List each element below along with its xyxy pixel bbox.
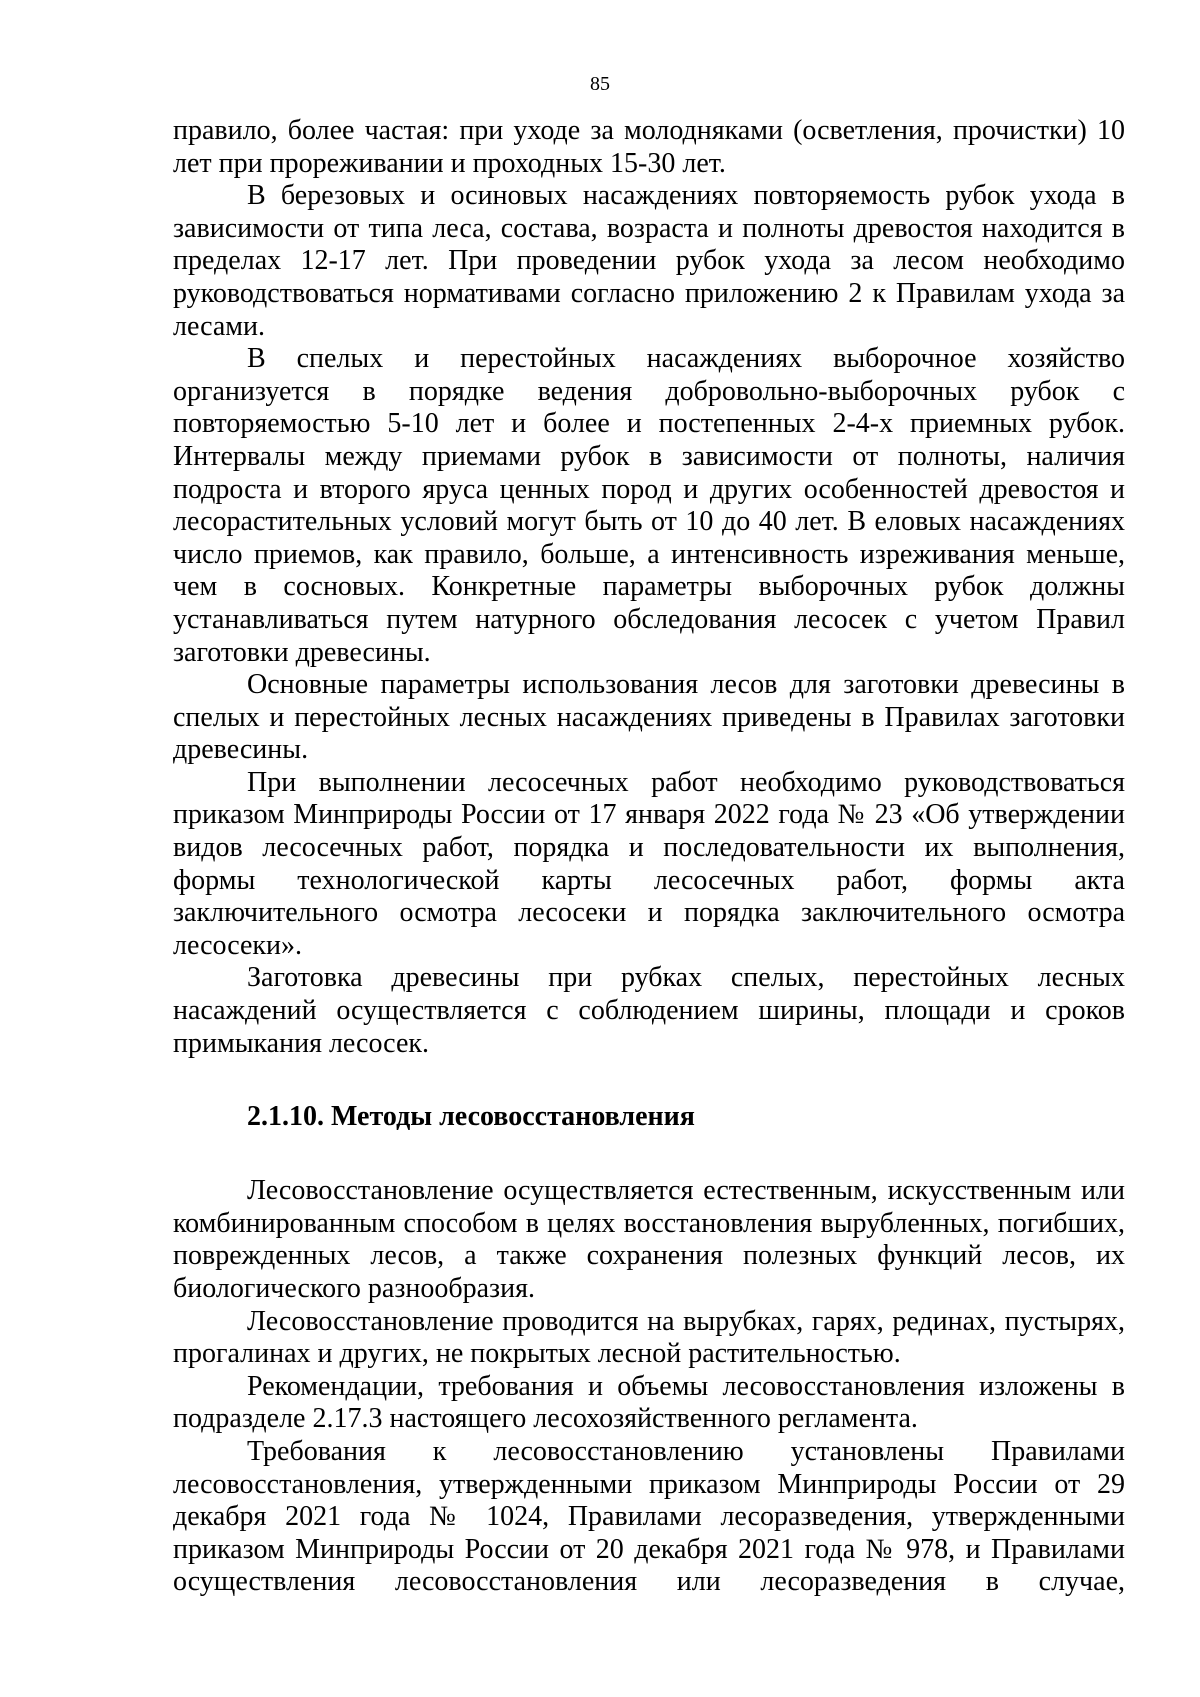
page-content — [173, 115, 1125, 1599]
paragraph: При выполнении лесосечных работ необходимо руководствоваться приказом Минприроды России от 17 января 2022 года № 23 «Об утверждении видов лесосечных работ, порядка и последовательности их выполнения, формы технологической карты лесосечных работ, формы акта заключительного осмотра лесосеки и порядка заключительного осмотра лесосеки». — [173, 766, 1125, 961]
paragraph: Лесовосстановление осуществляется естественным, искусственным или комбинированным способом в целях восстановления вырубленных, погибших, поврежденных лесов, а также сохранения полезных функций лесов, их биологического разнообразия. — [173, 1175, 1125, 1304]
paragraph: Основные параметры использования лесов для заготовки древесины в спелых и перестойных лесных насаждениях приведены в Правилах заготовки древесины. — [173, 669, 1125, 766]
paragraph: Заготовка древесины при рубках спелых, перестойных лесных насаждений осуществляется с соблюдением ширины, площади и сроков примыкания лесосек. — [173, 962, 1125, 1059]
paragraph: Рекомендации, требования и объемы лесовосстановления изложены в подразделе 2.17.3 настоящего лесохозяйственного регламента. — [173, 1370, 1125, 1435]
paragraph: В спелых и перестойных насаждениях выборочное хозяйство организуется в порядке ведения добровольно-выборочных рубок с повторяемостью 5-10 лет и более и постепенных 2-4-х приемных рубок. Интервалы между приемами рубок в зависимости от полноты, наличия подроста и второго яруса ценных пород и других особенностей древостоя и лесорастительных условий могут быть от 10 до 40 лет. В еловых насаждениях число приемов, как правило, больше, а интенсивность изреживания меньше, чем в сосновых. Конкретные параметры выборочных рубок должны устанавливаться путем натурного обследования лесосек с учетом Правил заготовки древесины. — [173, 343, 1125, 668]
section-heading: 2.1.10. Методы лесовосстановления — [247, 1101, 695, 1133]
paragraph: правило, более частая: при уходе за молодняками (осветления, прочистки) 10 лет при прореживании и проходных 15-30 лет. — [173, 115, 1125, 179]
page-number: 85 — [590, 73, 610, 95]
paragraph: Требования к лесовосстановлению установлены Правилами лесовосстановления, утвержденными приказом Минприроды России от 29 декабря 2021 года № 1024, Правилами лесоразведения, утвержденными приказом Минприроды России от 20 декабря 2021 года № 978, и Правилами осуществления лесовосстановления или лесоразведения в случае, — [173, 1435, 1125, 1598]
paragraph: Лесовосстановление проводится на вырубках, гарях, рединах, пустырях, прогалинах и других, не покрытых лесной растительностью. — [173, 1305, 1125, 1370]
paragraph: В березовых и осиновых насаждениях повторяемость рубок ухода в зависимости от типа леса, состава, возраста и полноты древостоя находится в пределах 12-17 лет. При проведении рубок ухода за лесом необходимо руководствоваться нормативами согласно приложению 2 к Правилам ухода за лесами. — [173, 180, 1125, 342]
